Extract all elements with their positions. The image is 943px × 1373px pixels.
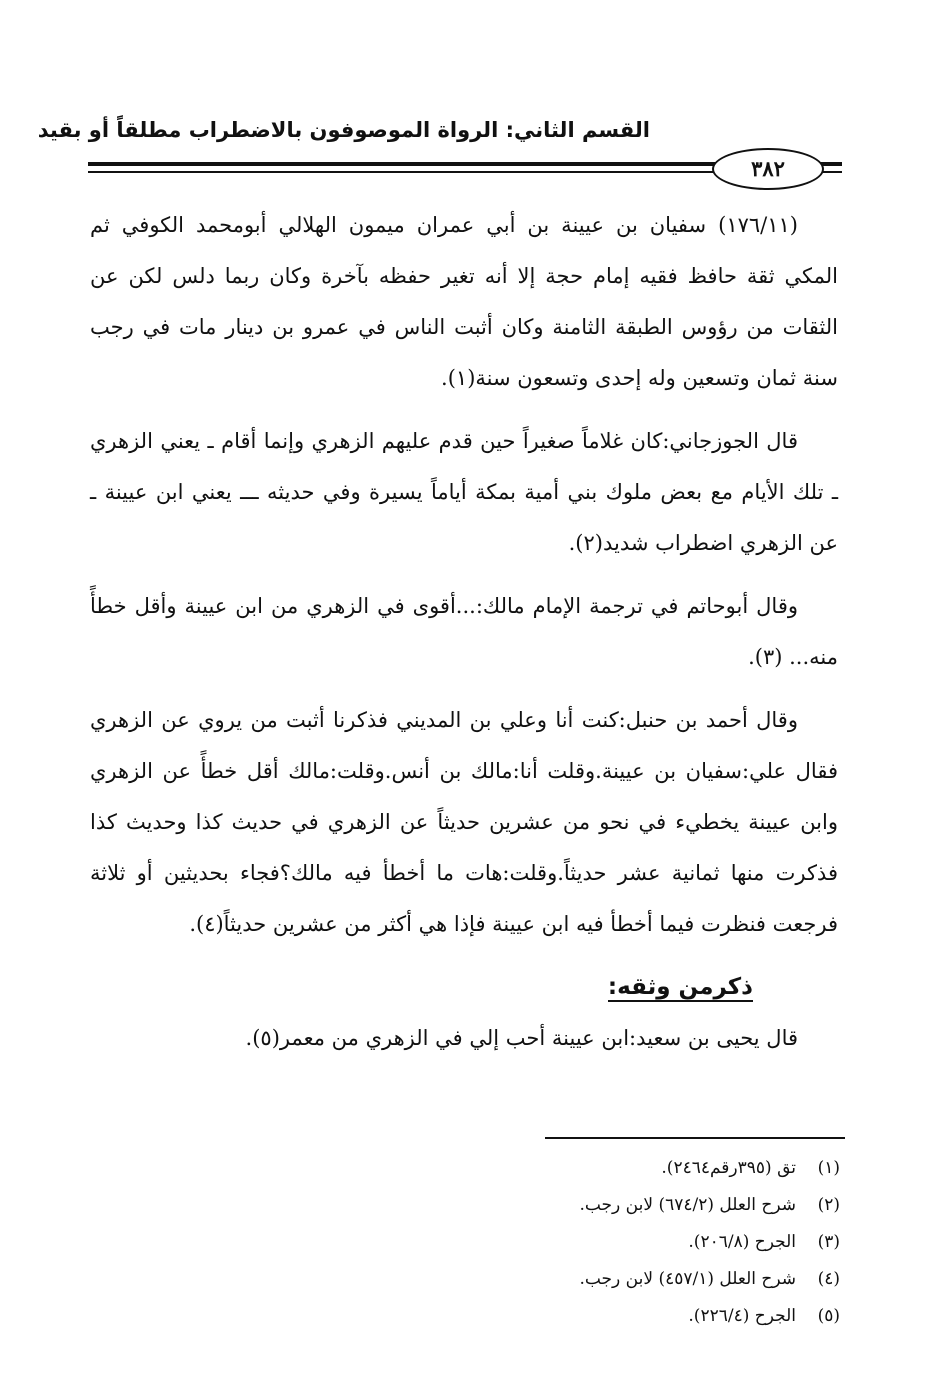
footnote-text: الجرح (٢٢٦/٤).: [688, 1306, 796, 1326]
paragraph-narrator-bio: (١٧٦/١١) سفيان بن عيينة بن أبي عمران ميمون الهلالي أبومحمد الكوفي ثم المكي ثقة حافظ فقيه إمام حجة إلا أنه تغير حفظه بآخرة وكان ربما دلس لكن عن الثقات من رؤوس الطبقة الثامنة وكان أثبت الناس في عمرو بن دينار مات في رجب سنة ثمان وتسعين وله إحدى وتسعون سنة(١).: [90, 213, 838, 390]
footnote: [320, 1150, 840, 1187]
footnote-text: شرح العلل (٤٥٧/١) لابن رجب.: [579, 1269, 796, 1289]
section-heading-text: ذكرمن وثقه:: [607, 974, 753, 1000]
page-number: ٣٨٢: [712, 148, 824, 190]
footnote: [320, 1187, 840, 1224]
section-heading: [90, 962, 838, 1013]
footnote-text: شرح العلل (٦٧٤/٢) لابن رجب.: [579, 1195, 796, 1215]
paragraph-ahmad-ibn-hanbal: وقال أحمد بن حنبل:كنت أنا وعلي بن المديني فذكرنا أثبت من يروي عن الزهري فقال علي:سفيان بن عيينة.وقلت أنا:مالك بن أنس.وقلت:مالك أقل خطأً عن الزهري وابن عيينة يخطيء في نحو من عشرين حديثاً عن الزهري في حديث كذا وحديث كذا فذكرت منها ثمانية عشر حديثاً.وقلت:هات ما أخطأ فيه مالك؟فجاء بحديثين أو ثلاثة فرجعت فنظرت فيما أخطأ فيه ابن عيينة فإذا هي أكثر من عشرين حديثاً(٤).: [90, 708, 838, 936]
footnote-number: (٣): [817, 1232, 840, 1252]
footnote-text: تق (٣٩٥رقم٢٤٦٤).: [661, 1158, 796, 1178]
paragraph-jawzajani: قال الجوزجاني:كان غلاماً صغيراً حين قدم عليهم الزهري وإنما أقام ـ يعني الزهري ـ تلك الأيام مع بعض ملوك بني أمية بمكة أياماً يسيرة وفي حديثه ـــ يعني ابن عيينة ـ عن الزهري اضطراب شديد(٢).: [90, 429, 838, 555]
footnote-separator: [545, 1137, 845, 1139]
footnote: [320, 1298, 840, 1335]
footnote-number: (٤): [817, 1269, 840, 1289]
footnotes: [320, 1150, 840, 1335]
footnote-number: (٢): [817, 1195, 840, 1215]
paragraph-abu-hatim: وقال أبوحاتم في ترجمة الإمام مالك:...أقوى في الزهري من ابن عيينة وأقل خطأً منه... (٣).: [90, 594, 838, 669]
footnote: [320, 1224, 840, 1261]
footnote-text: الجرح (٢٠٦/٨).: [688, 1232, 796, 1252]
running-title: القسم الثاني: الرواة الموصوفون بالاضطراب مطلقاً أو بقيد: [37, 118, 650, 142]
footnote: [320, 1261, 840, 1298]
body-text: [90, 200, 838, 1076]
paragraph-yahya-ibn-said: قال يحيى بن سعيد:ابن عيينة أحب إلي في الزهري من معمر(٥).: [245, 1026, 798, 1050]
footnote-number: (١): [817, 1158, 840, 1178]
footnote-number: (٥): [817, 1306, 840, 1326]
